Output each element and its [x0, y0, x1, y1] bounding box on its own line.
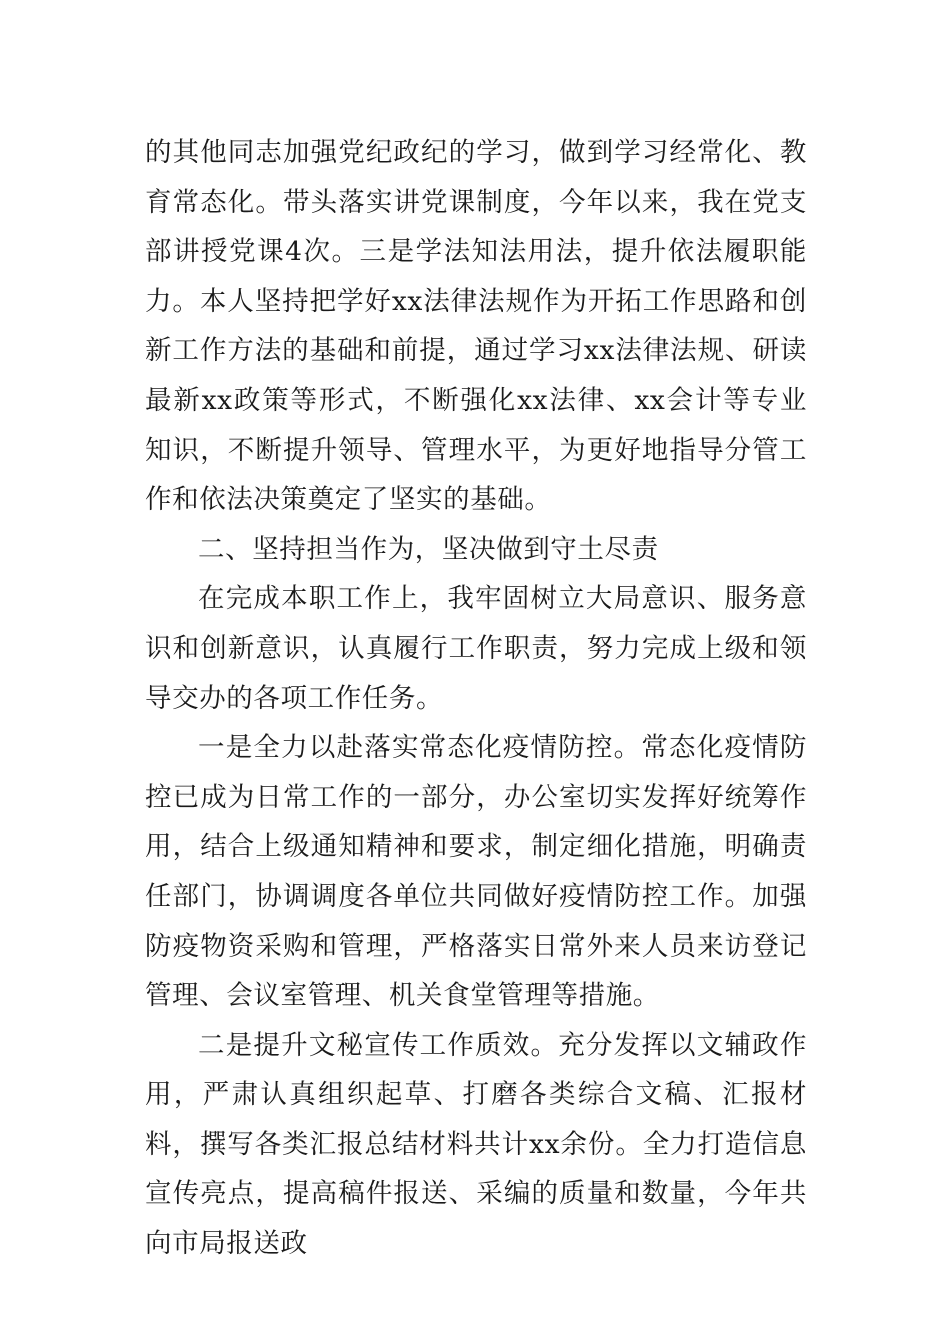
document-body [145, 128, 807, 1269]
paragraph-5: 二是提升文秘宣传工作质效。充分发挥以文辅政作用，严肃认真组织起草、打磨各类综合文稿、汇报材料，撰写各类汇报总结材料共计xx余份。全力打造信息宣传亮点，提高稿件报送、采编的质量和数量，今年共向市局报送政 [145, 1029, 807, 1260]
section-heading-2: 二、坚持担当作为，坚决做到守土尽责 [198, 533, 659, 565]
paragraph-1: 的其他同志加强党纪政纪的学习，做到学习经常化、教育常态化。带头落实讲党课制度，今年以来，我在党支部讲授党课4次。三是学法知法用法，提升依法履职能力。本人坚持把学好xx法律法规作为开拓工作思路和创新工作方法的基础和前提，通过学习xx法律法规、研读最新xx政策等形式，不断强化xx法律、xx会计等专业知识，不断提升领导、管理水平，为更好地指导分管工作和依法决策奠定了坚实的基础。 [145, 137, 807, 516]
paragraph-3: 在完成本职工作上，我牢固树立大局意识、服务意识和创新意识，认真履行工作职责，努力完成上级和领导交办的各项工作任务。 [145, 583, 807, 714]
paragraph-4: 一是全力以赴落实常态化疫情防控。常态化疫情防控已成为日常工作的一部分，办公室切实发挥好统筹作用，结合上级通知精神和要求，制定细化措施，明确责任部门，协调调度各单位共同做好疫情防控工作。加强防疫物资采购和管理，严格落实日常外来人员来访登记管理、会议室管理、机关食堂管理等措施。 [145, 732, 807, 1012]
